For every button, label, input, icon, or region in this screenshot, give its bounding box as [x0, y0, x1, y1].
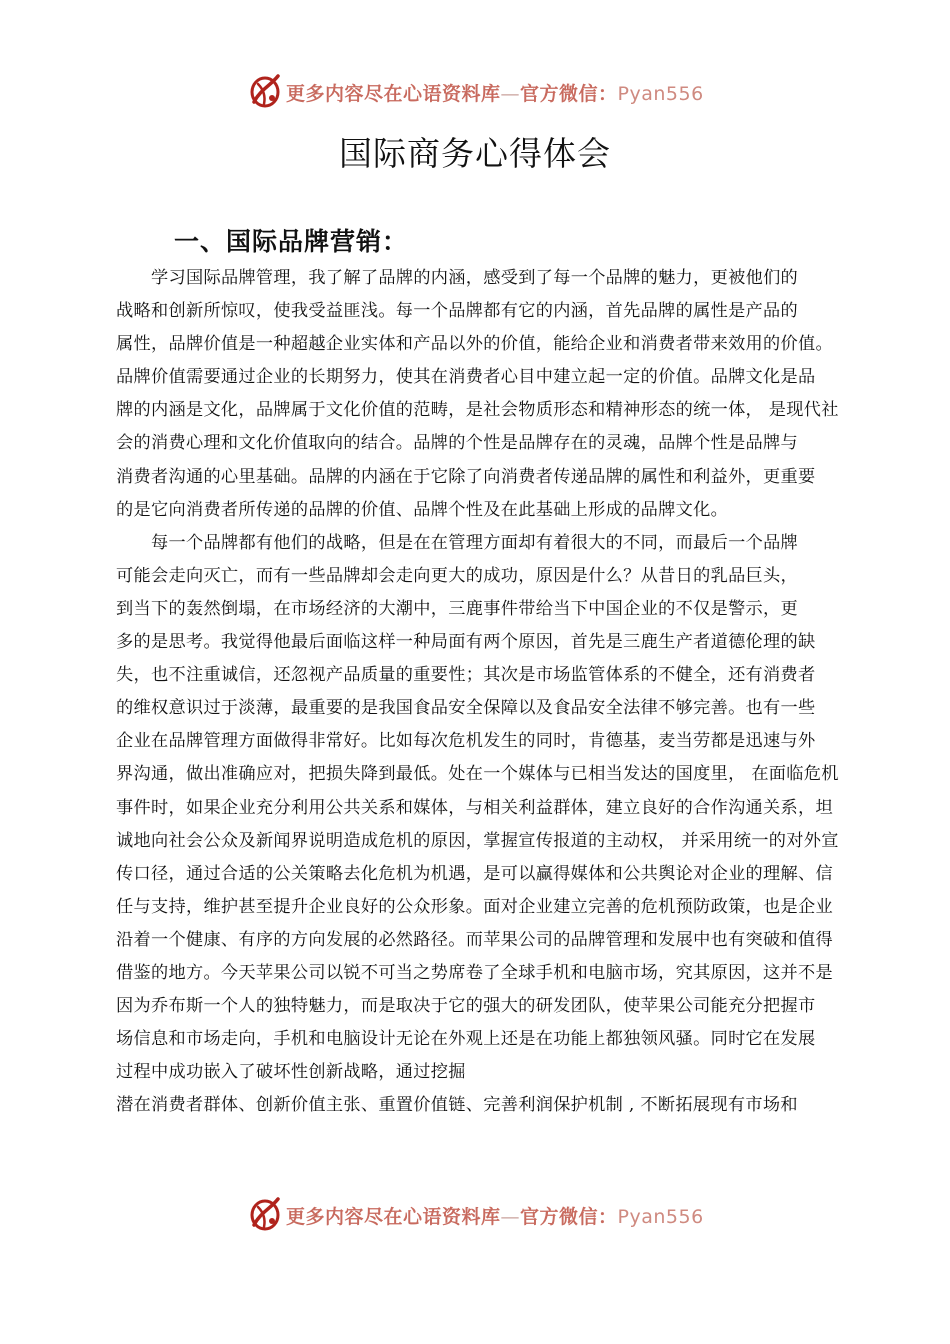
- paragraph-line: 传口径，通过合适的公关策略去化危机为机遇，是可以赢得媒体和公共舆论对企业的理解、信: [116, 863, 833, 884]
- paragraph-line: 借鉴的地方。今天苹果公司以锐不可当之势席卷了全球手机和电脑市场，究其原因，这并不是: [116, 962, 833, 983]
- paragraph-line: 潜在消费者群体、创新价值主张、重置价值链、完善利润保护机制 , 不断拓展现有市场和: [116, 1095, 798, 1116]
- paragraph-line: 的是它向消费者所传递的品牌的价值、品牌个性及在此基础上形成的品牌文化。: [116, 499, 729, 520]
- header-watermark: [0, 70, 950, 114]
- paragraph-line: 场信息和市场走向，手机和电脑设计无论在外观上还是在功能上都独领风骚。同时它在发展: [116, 1029, 816, 1050]
- watermark-wechat-id: Pyan556: [617, 1206, 704, 1228]
- section-heading: 一、国际品牌营销：: [174, 227, 409, 256]
- paragraph-line: 可能会走向灭亡，而有一些品牌却会走向更大的成功，原因是什么？从昔日的乳品巨头，: [116, 565, 799, 586]
- paragraph-line: 每一个品牌都有他们的战略，但是在在管理方面却有着很大的不同，而最后一个品牌: [151, 532, 799, 553]
- paragraph-line: 失，也不注重诚信，还忽视产品质量的重要性；其次是市场监管体系的不健全，还有消费者: [116, 665, 816, 686]
- paragraph-line: 属性，品牌价值是一种超越企业实体和产品以外的价值，能给企业和消费者带来效用的价值。: [116, 334, 833, 355]
- paragraph-line: 沿着一个健康、有序的方向发展的必然路径。而苹果公司的品牌管理和发展中也有突破和值得: [116, 929, 833, 950]
- watermark-chinese: 更多内容尽在心语资料库: [286, 1206, 501, 1228]
- paragraph-line: 消费者沟通的心里基础。品牌的内涵在于它除了向消费者传递品牌的属性和利益外，更重要: [116, 466, 816, 487]
- paragraph-line: 牌的内涵是文化，品牌属于文化价值的范畴，是社会物质形态和精神形态的统一体， 是现代社: [116, 400, 839, 421]
- watermark-text: [286, 79, 704, 106]
- seal-logo-icon: [248, 1195, 282, 1233]
- paragraph-line: 事件时，如果企业充分利用公共关系和媒体，与相关利益群体，建立良好的合作沟通关系，坦: [116, 797, 833, 818]
- watermark-dash: —: [500, 1206, 521, 1228]
- paragraph-line: 多的是思考。我觉得他最后面临这样一种局面有两个原因，首先是三鹿生产者道德伦理的缺: [116, 632, 816, 653]
- paragraph-line: 诚地向社会公众及新闻界说明造成危机的原因，掌握宣传报道的主动权， 并采用统一的对外宣: [116, 830, 839, 851]
- paragraph-line: 品牌价值需要通过企业的长期努力，使其在消费者心目中建立起一定的价值。品牌文化是品: [116, 367, 816, 388]
- paragraph-line: 界沟通，做出准确应对，把损失降到最低。处在一个媒体与已相当发达的国度里， 在面临危机: [116, 764, 839, 785]
- paragraph-line: 企业在品牌管理方面做得非常好。比如每次危机发生的同时，肯德基，麦当劳都是迅速与外: [116, 731, 816, 752]
- paragraph-line: 会的消费心理和文化价值取向的结合。品牌的个性是品牌存在的灵魂，品牌个性是品牌与: [116, 433, 799, 454]
- watermark-dash: —: [500, 83, 521, 105]
- body-text: [116, 262, 876, 1122]
- watermark-label: 官方微信：: [520, 83, 618, 105]
- paragraph-line: 因为乔布斯一个人的独特魅力，而是取决于它的强大的研发团队，使苹果公司能充分把握市: [116, 996, 816, 1017]
- paragraph-line: 战略和创新所惊叹，使我受益匪浅。每一个品牌都有它的内涵，首先品牌的属性是产品的: [116, 301, 799, 322]
- watermark-label: 官方微信：: [520, 1206, 618, 1228]
- page-title: 国际商务心得体会: [339, 134, 611, 173]
- footer-watermark: [0, 1193, 950, 1237]
- paragraph-line: 到当下的轰然倒塌，在市场经济的大潮中，三鹿事件带给当下中国企业的不仅是警示，更: [116, 598, 799, 619]
- watermark-text: [286, 1202, 704, 1229]
- paragraph-line: 任与支持，维护甚至提升企业良好的公众形象。面对企业建立完善的危机预防政策，也是企业: [116, 896, 833, 917]
- paragraph-line: 学习国际品牌管理，我了解了品牌的内涵，感受到了每一个品牌的魅力，更被他们的: [151, 268, 799, 288]
- seal-logo-icon: [248, 72, 282, 110]
- watermark-chinese: 更多内容尽在心语资料库: [286, 83, 501, 105]
- paragraph-line: 过程中成功嵌入了破坏性创新战略，通过挖掘: [116, 1062, 466, 1083]
- watermark-wechat-id: Pyan556: [617, 83, 704, 105]
- paragraph-line: 的维权意识过于淡薄，最重要的是我国食品安全保障以及食品安全法律不够完善。也有一些: [116, 698, 816, 719]
